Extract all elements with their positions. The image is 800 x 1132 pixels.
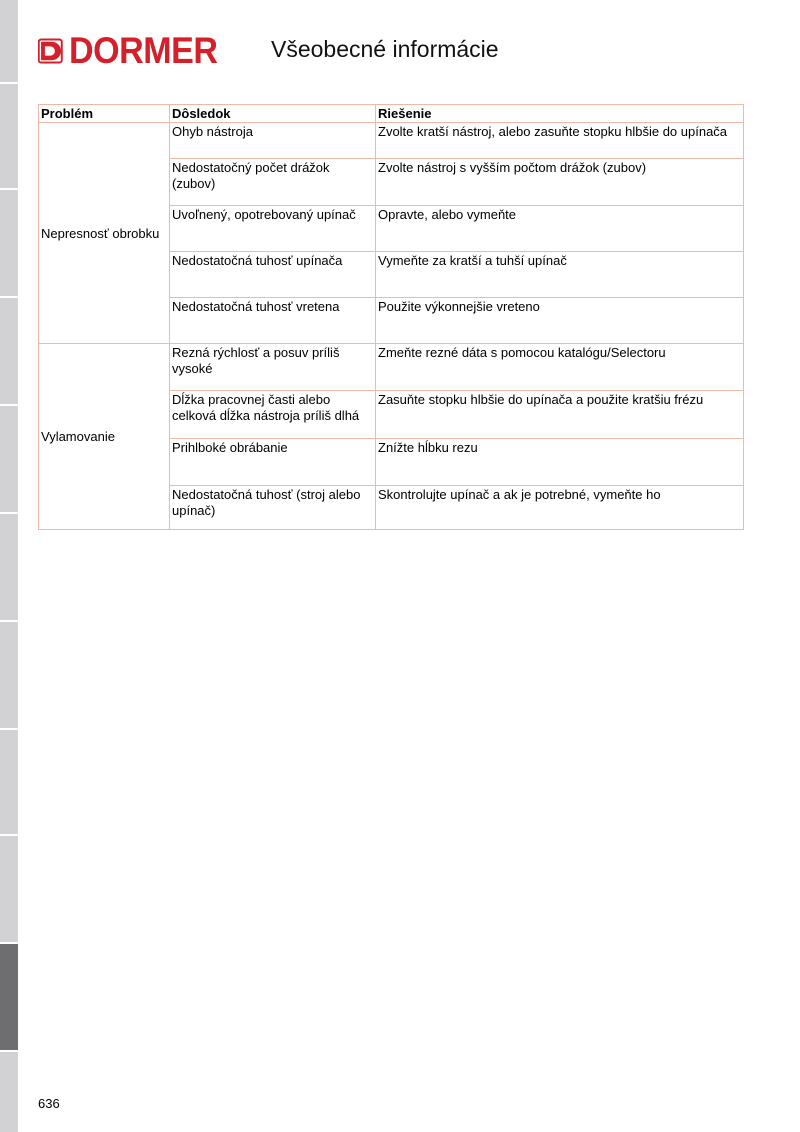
table-row bbox=[39, 344, 744, 391]
page-title: Všeobecné informácie bbox=[271, 36, 499, 62]
troubleshooting-table bbox=[38, 104, 744, 530]
table-row bbox=[39, 123, 744, 159]
header-solution: Riešenie bbox=[376, 105, 744, 123]
solution-cell: Vymeňte za kratší a tuhší upínač bbox=[376, 252, 744, 298]
cause-cell: Uvoľnený, opotrebovaný upínač bbox=[170, 206, 376, 252]
problem-cell: Vylamovanie bbox=[39, 344, 170, 530]
header-problem: Problém bbox=[39, 105, 170, 123]
side-index-tab bbox=[0, 0, 18, 82]
cause-cell: Nedostatočná tuhosť vretena bbox=[170, 298, 376, 344]
side-index-tab bbox=[0, 84, 18, 188]
cause-cell: Nedostatočná tuhosť upínača bbox=[170, 252, 376, 298]
dormer-logo bbox=[38, 30, 230, 71]
solution-cell: Znížte hĺbku rezu bbox=[376, 439, 744, 486]
side-index-tabs bbox=[0, 0, 18, 1132]
solution-cell: Zvolte nástroj s vyšším počtom drážok (zubov) bbox=[376, 159, 744, 206]
header-cause: Dôsledok bbox=[170, 105, 376, 123]
side-index-tab bbox=[0, 190, 18, 296]
side-index-tab bbox=[0, 298, 18, 404]
cause-cell: Ohyb nástroja bbox=[170, 123, 376, 159]
solution-cell: Zmeňte rezné dáta s pomocou katalógu/Selectoru bbox=[376, 344, 744, 391]
problem-cell: Nepresnosť obrobku bbox=[39, 123, 170, 344]
solution-cell: Použite výkonnejšie vreteno bbox=[376, 298, 744, 344]
side-index-tab-active bbox=[0, 944, 18, 1050]
page-number: 636 bbox=[38, 1096, 60, 1111]
side-index-tab bbox=[0, 622, 18, 728]
solution-cell: Zasuňte stopku hlbšie do upínača a použite kratšiu frézu bbox=[376, 391, 744, 439]
side-index-tab bbox=[0, 514, 18, 620]
cause-cell: Rezná rýchlosť a posuv príliš vysoké bbox=[170, 344, 376, 391]
solution-cell: Skontrolujte upínač a ak je potrebné, vymeňte ho bbox=[376, 486, 744, 530]
side-index-tab bbox=[0, 1052, 18, 1132]
dormer-logo-mark-icon bbox=[38, 35, 63, 67]
brand-name: DORMER bbox=[68, 30, 218, 71]
solution-cell: Zvolte kratší nástroj, alebo zasuňte stopku hlbšie do upínača bbox=[376, 123, 744, 159]
cause-cell: Prihlboké obrábanie bbox=[170, 439, 376, 486]
cause-cell: Dĺžka pracovnej časti alebo celková dĺžka nástroja príliš dlhá bbox=[170, 391, 376, 439]
table-header-row bbox=[39, 105, 744, 123]
side-index-tab bbox=[0, 406, 18, 512]
cause-cell: Nedostatočný počet drážok (zubov) bbox=[170, 159, 376, 206]
solution-cell: Opravte, alebo vymeňte bbox=[376, 206, 744, 252]
side-index-tab bbox=[0, 730, 18, 834]
side-index-tab bbox=[0, 836, 18, 942]
cause-cell: Nedostatočná tuhosť (stroj alebo upínač) bbox=[170, 486, 376, 530]
